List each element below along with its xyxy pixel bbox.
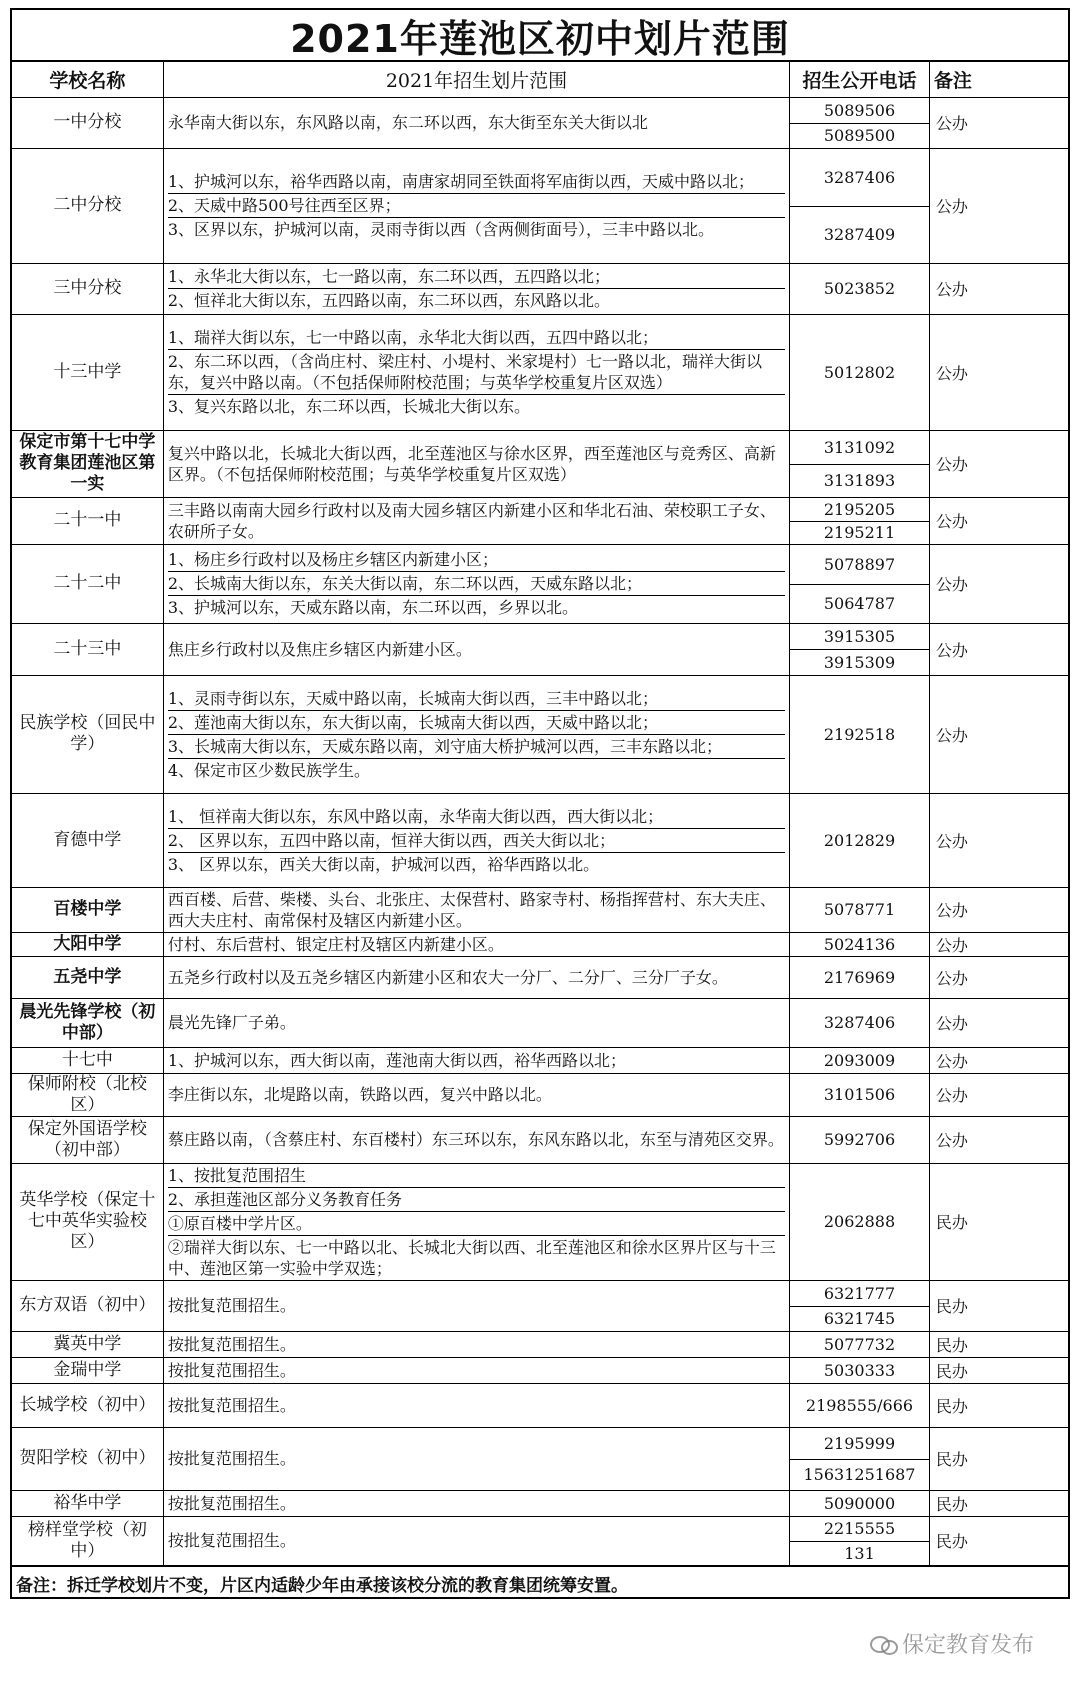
phone-cell (790, 623, 930, 675)
range-line: 3、长城南大街以东，天威东路以南，刘守庙大桥护城河以西，三丰东路以北； (168, 735, 785, 759)
school-type-note: 公办 (929, 97, 1069, 148)
range-line: 1、瑞祥大街以东，七一中路以南，永华北大街以西，五四中路以北； (168, 326, 785, 350)
range-line: 1、按批复范围招生 (168, 1164, 785, 1188)
table-row (11, 1047, 1069, 1073)
school-type-note: 公办 (929, 544, 1069, 623)
table-row (11, 1490, 1069, 1516)
table-row (11, 1516, 1069, 1566)
school-name: 二中分校 (11, 148, 163, 263)
school-type-note: 公办 (929, 497, 1069, 544)
school-name: 晨光先锋学校（初中部） (11, 998, 163, 1047)
phone-cell (790, 675, 930, 793)
school-name: 英华学校（保定十七中英华实验校区） (11, 1163, 163, 1280)
school-name: 冀英中学 (11, 1331, 163, 1357)
range-line: 3、 区界以东，西关大街以南，护城河以西，裕华西路以北。 (167, 854, 600, 874)
table-row (11, 998, 1069, 1047)
zoning-range (163, 793, 789, 887)
table-row (11, 932, 1069, 956)
phone-cell (790, 932, 930, 956)
range-line: 3、复兴东路以北，东二环以西，长城北大街以东。 (167, 397, 531, 416)
range-line: 2、东二环以西，（含尚庄村、梁庄村、小堤村、米家堤村）七一路以北，瑞祥大街以东，复兴中路以南。（不包括保师附校范围；与英华学校重复片区双选） (168, 350, 785, 395)
phone-number: 2176969 (823, 967, 896, 987)
range-line: 西百楼、后营、柴楼、头台、北张庄、太保营村、路家寺村、杨指挥营村、东大夫庄、西大夫庄村、南常保村及辖区内新建小区。 (167, 889, 776, 930)
table-row (11, 623, 1069, 675)
phone-number: 5078771 (823, 900, 896, 919)
phone-number: 5030333 (823, 1360, 896, 1380)
zoning-range (163, 97, 789, 148)
phone-number: 2215555 (823, 1519, 896, 1538)
zoning-range (163, 932, 789, 956)
zoning-range (163, 1331, 789, 1357)
table-row (11, 1073, 1069, 1116)
phone-cell (790, 998, 930, 1047)
school-type-note: 公办 (929, 956, 1069, 998)
zoning-table (10, 60, 1070, 1567)
school-name: 育德中学 (11, 793, 163, 887)
school-name: 保定市第十七中学教育集团莲池区第一实 (11, 430, 163, 497)
school-name: 贺阳学校（初中） (11, 1427, 163, 1490)
table-row (11, 430, 1069, 497)
school-name: 一中分校 (11, 97, 163, 148)
school-name: 三中分校 (11, 263, 163, 314)
phone-number: 6321745 (790, 1306, 929, 1331)
header-phone: 招生公开电话 (790, 61, 930, 97)
table-body (11, 97, 1069, 1566)
table-row (11, 544, 1069, 623)
range-line: 1、护城河以东，裕华西路以南，南唐家胡同至铁面将军庙街以西，天威中路以北； (168, 170, 785, 194)
school-name: 百楼中学 (11, 887, 163, 932)
zoning-range (163, 263, 789, 314)
school-type-note: 公办 (929, 932, 1069, 956)
page-title: 2021年莲池区初中划片范围 (10, 8, 1070, 60)
zoning-range (163, 314, 789, 430)
school-type-note: 民办 (929, 1163, 1069, 1280)
school-name: 民族学校（回民中学） (11, 675, 163, 793)
table-row (11, 1427, 1069, 1490)
phone-number: 3287406 (823, 167, 896, 187)
school-type-note: 公办 (929, 998, 1069, 1047)
zoning-range (163, 1116, 789, 1163)
table-row (11, 1116, 1069, 1163)
table-row (11, 1357, 1069, 1383)
range-line: 2、承担莲池区部分义务教育任务 (168, 1188, 785, 1212)
range-line: 2、长城南大街以东，东关大街以南，东二环以西，天威东路以北； (168, 572, 785, 596)
school-name: 二十二中 (11, 544, 163, 623)
zoning-range (163, 430, 789, 497)
school-type-note: 民办 (929, 1490, 1069, 1516)
school-name: 二十三中 (11, 623, 163, 675)
phone-number: 131 (790, 1541, 929, 1565)
phone-cell (790, 793, 930, 887)
range-line: 三丰路以南南大园乡行政村以及南大园乡辖区内新建小区和华北石油、荣校职工子女、农研所子女。 (167, 500, 776, 541)
school-type-note: 民办 (929, 1331, 1069, 1357)
phone-cell (790, 1357, 930, 1383)
range-line: 按批复范围招生。 (167, 1531, 296, 1550)
zoning-range (163, 1047, 789, 1073)
zoning-range (163, 1383, 789, 1427)
range-line: 1、 恒祥南大街以东，东风中路以南，永华南大街以西，西大街以北； (168, 805, 785, 829)
school-type-note: 公办 (929, 887, 1069, 932)
school-type-note: 公办 (929, 1073, 1069, 1116)
range-line: 李庄街以东，北堤路以南，铁路以西，复兴中路以北。 (167, 1085, 552, 1104)
range-line: ①原百楼中学片区。 (168, 1212, 785, 1236)
zoning-range (163, 887, 789, 932)
phone-number: 5064787 (790, 584, 929, 623)
zoning-range (163, 1427, 789, 1490)
phone-number: 3101506 (823, 1085, 896, 1104)
school-type-note: 公办 (929, 148, 1069, 263)
range-line: 1、永华北大街以东，七一路以南，东二环以西，五四路以北； (168, 265, 785, 289)
range-line: 按批复范围招生。 (167, 1493, 296, 1513)
range-line: 按批复范围招生。 (167, 1296, 296, 1315)
table-row (11, 497, 1069, 544)
range-line: 焦庄乡行政村以及焦庄乡辖区内新建小区。 (167, 639, 472, 659)
phone-number: 3915309 (790, 649, 929, 675)
range-line: 五尧乡行政村以及五尧乡辖区内新建小区和农大一分厂、二分厂、三分厂子女。 (167, 967, 728, 987)
school-type-note: 民办 (929, 1383, 1069, 1427)
school-type-note: 民办 (929, 1357, 1069, 1383)
phone-cell (790, 1047, 930, 1073)
table-header-row (11, 61, 1069, 97)
phone-cell (790, 1163, 930, 1280)
phone-number: 3131893 (790, 464, 929, 497)
phone-number: 5023852 (823, 279, 896, 298)
zoning-range (163, 623, 789, 675)
phone-cell (790, 1331, 930, 1357)
school-type-note: 民办 (929, 1427, 1069, 1490)
school-name: 二十一中 (11, 497, 163, 544)
table-row (11, 1331, 1069, 1357)
table-row (11, 97, 1069, 148)
range-line: 按批复范围招生。 (167, 1449, 296, 1468)
table-row (11, 887, 1069, 932)
school-name: 五尧中学 (11, 956, 163, 998)
range-line: 蔡庄路以南，（含蔡庄村、东百楼村）东三环以东，东风东路以北，东至与清苑区交界。 (167, 1130, 784, 1149)
school-name: 东方双语（初中） (11, 1280, 163, 1331)
phone-cell (790, 430, 930, 497)
header-school: 学校名称 (11, 61, 163, 97)
phone-number: 3915305 (823, 626, 896, 646)
phone-cell (790, 263, 930, 314)
phone-number: 5090000 (823, 1493, 896, 1513)
table-row (11, 793, 1069, 887)
watermark (870, 1628, 1034, 1659)
school-type-note: 公办 (929, 430, 1069, 497)
phone-number: 2195999 (823, 1433, 896, 1453)
footer-note: 备注：拆迁学校划片不变，片区内适龄少年由承接该校分流的教育集团统筹安置。 (10, 1567, 1070, 1599)
phone-cell (790, 1280, 930, 1331)
wechat-icon (870, 1634, 896, 1654)
phone-number: 3131092 (823, 437, 896, 457)
zoning-range (163, 956, 789, 998)
table-row (11, 314, 1069, 430)
school-type-note: 公办 (929, 314, 1069, 430)
zoning-range (163, 675, 789, 793)
school-type-note: 公办 (929, 1047, 1069, 1073)
phone-number: 5089500 (790, 123, 929, 148)
phone-number: 5012802 (823, 362, 896, 382)
phone-number: 2093009 (823, 1050, 896, 1070)
zoning-range (163, 1280, 789, 1331)
zoning-range (163, 544, 789, 623)
table-row (11, 1280, 1069, 1331)
school-name: 保师附校（北校区） (11, 1073, 163, 1116)
phone-number: 3287406 (823, 1013, 896, 1032)
school-type-note: 民办 (929, 1280, 1069, 1331)
zoning-range (163, 497, 789, 544)
range-line: 3、护城河以东，天威东路以南，东二环以西，乡界以北。 (167, 598, 579, 617)
range-line: 1、灵雨寺街以东，天威中路以南，长城南大街以西，三丰中路以北； (168, 687, 785, 711)
phone-number: 5077732 (823, 1334, 896, 1354)
school-type-note: 公办 (929, 793, 1069, 887)
phone-cell (790, 97, 930, 148)
school-name: 大阳中学 (11, 932, 163, 956)
phone-number: 2198555/666 (805, 1395, 914, 1415)
phone-number: 15631251687 (790, 1459, 929, 1490)
phone-cell (790, 956, 930, 998)
phone-number: 2195211 (790, 521, 929, 544)
zoning-range (163, 998, 789, 1047)
range-line: 3、区界以东，护城河以南，灵雨寺街以西（含两侧街面号），三丰中路以北。 (167, 220, 715, 239)
school-name: 金瑞中学 (11, 1357, 163, 1383)
range-line: 4、保定市区少数民族学生。 (167, 760, 371, 780)
school-type-note: 公办 (929, 263, 1069, 314)
zoning-range (163, 1357, 789, 1383)
school-type-note: 公办 (929, 623, 1069, 675)
range-line: 1、杨庄乡行政村以及杨庄乡辖区内新建小区； (168, 548, 785, 572)
zoning-range (163, 1073, 789, 1116)
phone-cell (790, 544, 930, 623)
phone-number: 6321777 (823, 1283, 896, 1303)
phone-cell (790, 1490, 930, 1516)
school-name: 保定外国语学校（初中部） (11, 1116, 163, 1163)
school-type-note: 公办 (929, 675, 1069, 793)
phone-number: 5078897 (823, 554, 896, 574)
table-row (11, 148, 1069, 263)
range-line: 按批复范围招生。 (167, 1334, 296, 1354)
school-name: 十三中学 (11, 314, 163, 430)
range-line: 2、天威中路500号往西至区界； (168, 194, 785, 218)
zoning-range (163, 148, 789, 263)
zoning-range (163, 1516, 789, 1566)
phone-cell (790, 1516, 930, 1566)
range-line: 晨光先锋厂子弟。 (167, 1013, 296, 1032)
range-line: 2、恒祥北大街以东，五四路以南，东二环以西，东风路以北。 (167, 291, 611, 310)
school-name: 裕华中学 (11, 1490, 163, 1516)
range-line: 按批复范围招生。 (167, 1360, 296, 1380)
range-line: 1、护城河以东，西大街以南，莲池南大街以西，裕华西路以北； (167, 1050, 627, 1070)
phone-number: 2012829 (823, 830, 896, 850)
table-row (11, 1383, 1069, 1427)
range-line: 按批复范围招生。 (167, 1395, 296, 1415)
phone-cell (790, 497, 930, 544)
phone-number: 3287409 (790, 206, 929, 263)
school-type-note: 公办 (929, 1116, 1069, 1163)
phone-cell (790, 314, 930, 430)
watermark-text: 保定教育发布 (901, 1633, 1034, 1658)
phone-number: 5089506 (823, 100, 896, 120)
table-row (11, 263, 1069, 314)
range-line: 2、 区界以东，五四中路以南，恒祥大街以西，西关大街以北； (168, 829, 785, 853)
range-line: ②瑞祥大街以东、七一中路以北、长城北大街以西、北至莲池区和徐水区界片区与十三中、莲池区第一实验中学双选； (167, 1237, 776, 1278)
range-line: 复兴中路以北，长城北大街以西，北至莲池区与徐水区界，西至莲池区与竞秀区、高新区界。（不包括保师附校范围；与英华学校重复片区双选） (167, 443, 776, 484)
phone-number: 2062888 (823, 1212, 896, 1231)
phone-cell (790, 1073, 930, 1116)
school-name: 十七中 (11, 1047, 163, 1073)
header-note: 备注 (929, 61, 1069, 97)
phone-cell (790, 1427, 930, 1490)
phone-cell (790, 148, 930, 263)
table-row (11, 956, 1069, 998)
zoning-range (163, 1490, 789, 1516)
zoning-range (163, 1163, 789, 1280)
header-range: 2021年招生划片范围 (163, 61, 789, 97)
phone-cell (790, 887, 930, 932)
phone-cell (790, 1383, 930, 1427)
phone-number: 2192518 (823, 724, 896, 744)
table-row (11, 675, 1069, 793)
range-line: 2、莲池南大街以东，东大街以南，长城南大街以西，天威中路以北； (168, 711, 785, 735)
school-name: 榜样堂学校（初中） (11, 1516, 163, 1566)
phone-cell (790, 1116, 930, 1163)
phone-number: 5992706 (823, 1130, 896, 1149)
table-row (11, 1163, 1069, 1280)
phone-number: 2195205 (823, 499, 896, 519)
range-line: 付村、东后营村、银定庄村及辖区内新建小区。 (167, 934, 504, 954)
phone-number: 5024136 (823, 934, 896, 954)
school-name: 长城学校（初中） (11, 1383, 163, 1427)
range-line: 永华南大街以东，东风路以南，东二环以西，东大街至东关大街以北 (167, 113, 648, 132)
school-type-note: 民办 (929, 1516, 1069, 1566)
